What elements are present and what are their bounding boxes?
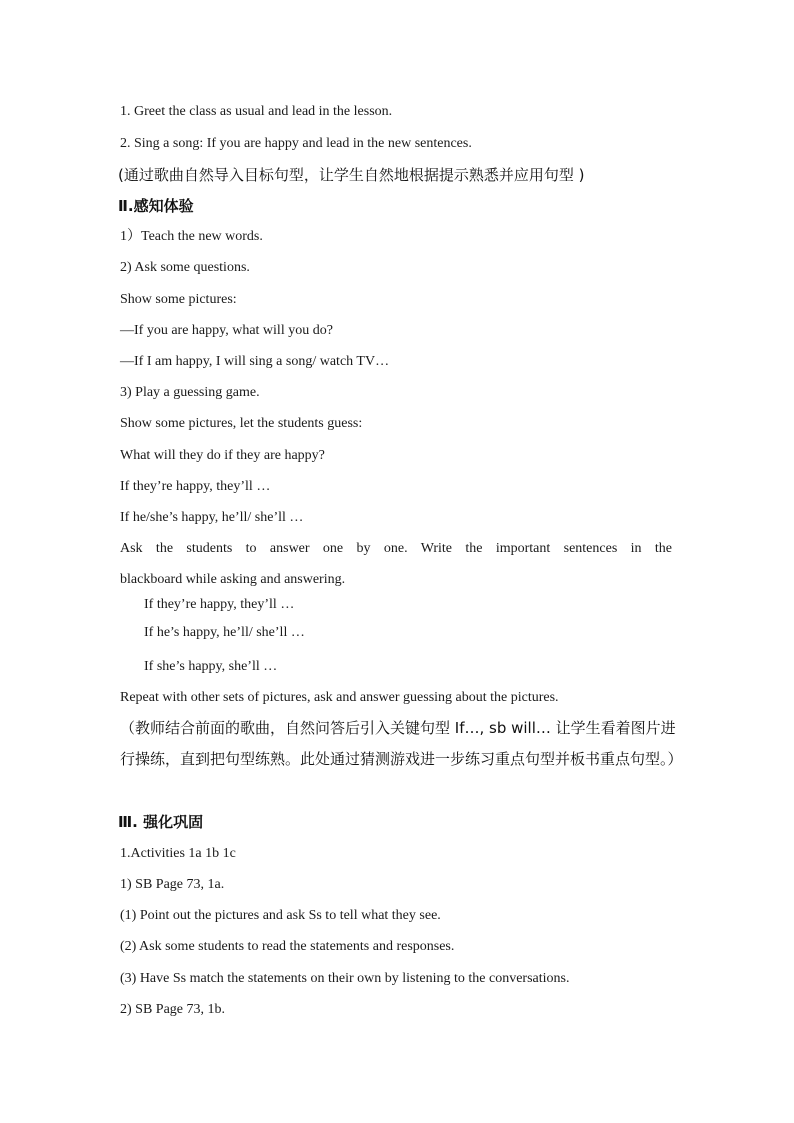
- board-pattern-he: If he’s happy, he’ll/ she’ll …: [144, 625, 305, 640]
- step-teach-words: 1）Teach the new words.: [120, 229, 263, 244]
- step-ask-questions: 2) Ask some questions.: [120, 260, 250, 275]
- step-match: (3) Have Ss match the statements on their own by listening to the conversations.: [120, 971, 570, 986]
- board-pattern-she: If she’s happy, she’ll …: [144, 659, 278, 674]
- step-guessing-game: 3) Play a guessing game.: [120, 385, 260, 400]
- pattern-they: If they’re happy, they’ll …: [120, 479, 271, 494]
- activities-title: 1.Activities 1a 1b 1c: [120, 846, 236, 861]
- question-what-will-they-do: What will they do if they are happy?: [120, 448, 325, 463]
- instruction-answer: Ask the students to answer one by one. Write the important sentences in the: [120, 541, 672, 556]
- step-sing: 2. Sing a song: If you are happy and lead in the new sentences.: [120, 136, 472, 151]
- section-heading-perception: Ⅱ.感知体验: [118, 197, 194, 215]
- instruction-repeat: Repeat with other sets of pictures, ask and answer guessing about the pictures.: [120, 690, 559, 705]
- text-show-pictures-guess: Show some pictures, let the students guess:: [120, 416, 363, 431]
- pattern-he-she: If he/she’s happy, he’ll/ she’ll …: [120, 510, 304, 525]
- note-song: (通过歌曲自然导入目标句型，让学生自然地根据提示熟悉并应用句型 ): [118, 166, 585, 184]
- step-read-statements: (2) Ask some students to read the statements and responses.: [120, 939, 455, 954]
- instruction-answer-cont: blackboard while asking and answering.: [120, 572, 346, 587]
- board-pattern-they: If they’re happy, they’ll …: [144, 597, 295, 612]
- sb-page-1a: 1) SB Page 73, 1a.: [120, 877, 225, 892]
- sb-page-1b: 2) SB Page 73, 1b.: [120, 1002, 225, 1017]
- step-point-out: (1) Point out the pictures and ask Ss to tell what they see.: [120, 908, 441, 923]
- dialogue-answer: —If I am happy, I will sing a song/ watch TV…: [120, 354, 390, 369]
- section-heading-consolidation: Ⅲ. 强化巩固: [118, 813, 204, 831]
- teacher-note: （教师结合前面的歌曲，自然问答后引入关键句型 If…, sb will… 让学生看着图片进行操练，直到把句型练熟。此处通过猜测游戏进一步练习重点句型并板书重点句型。）: [120, 719, 683, 768]
- text-show-pictures: Show some pictures:: [120, 292, 237, 307]
- dialogue-question: —If you are happy, what will you do?: [120, 323, 333, 338]
- step-greet: 1. Greet the class as usual and lead in the lesson.: [120, 104, 393, 119]
